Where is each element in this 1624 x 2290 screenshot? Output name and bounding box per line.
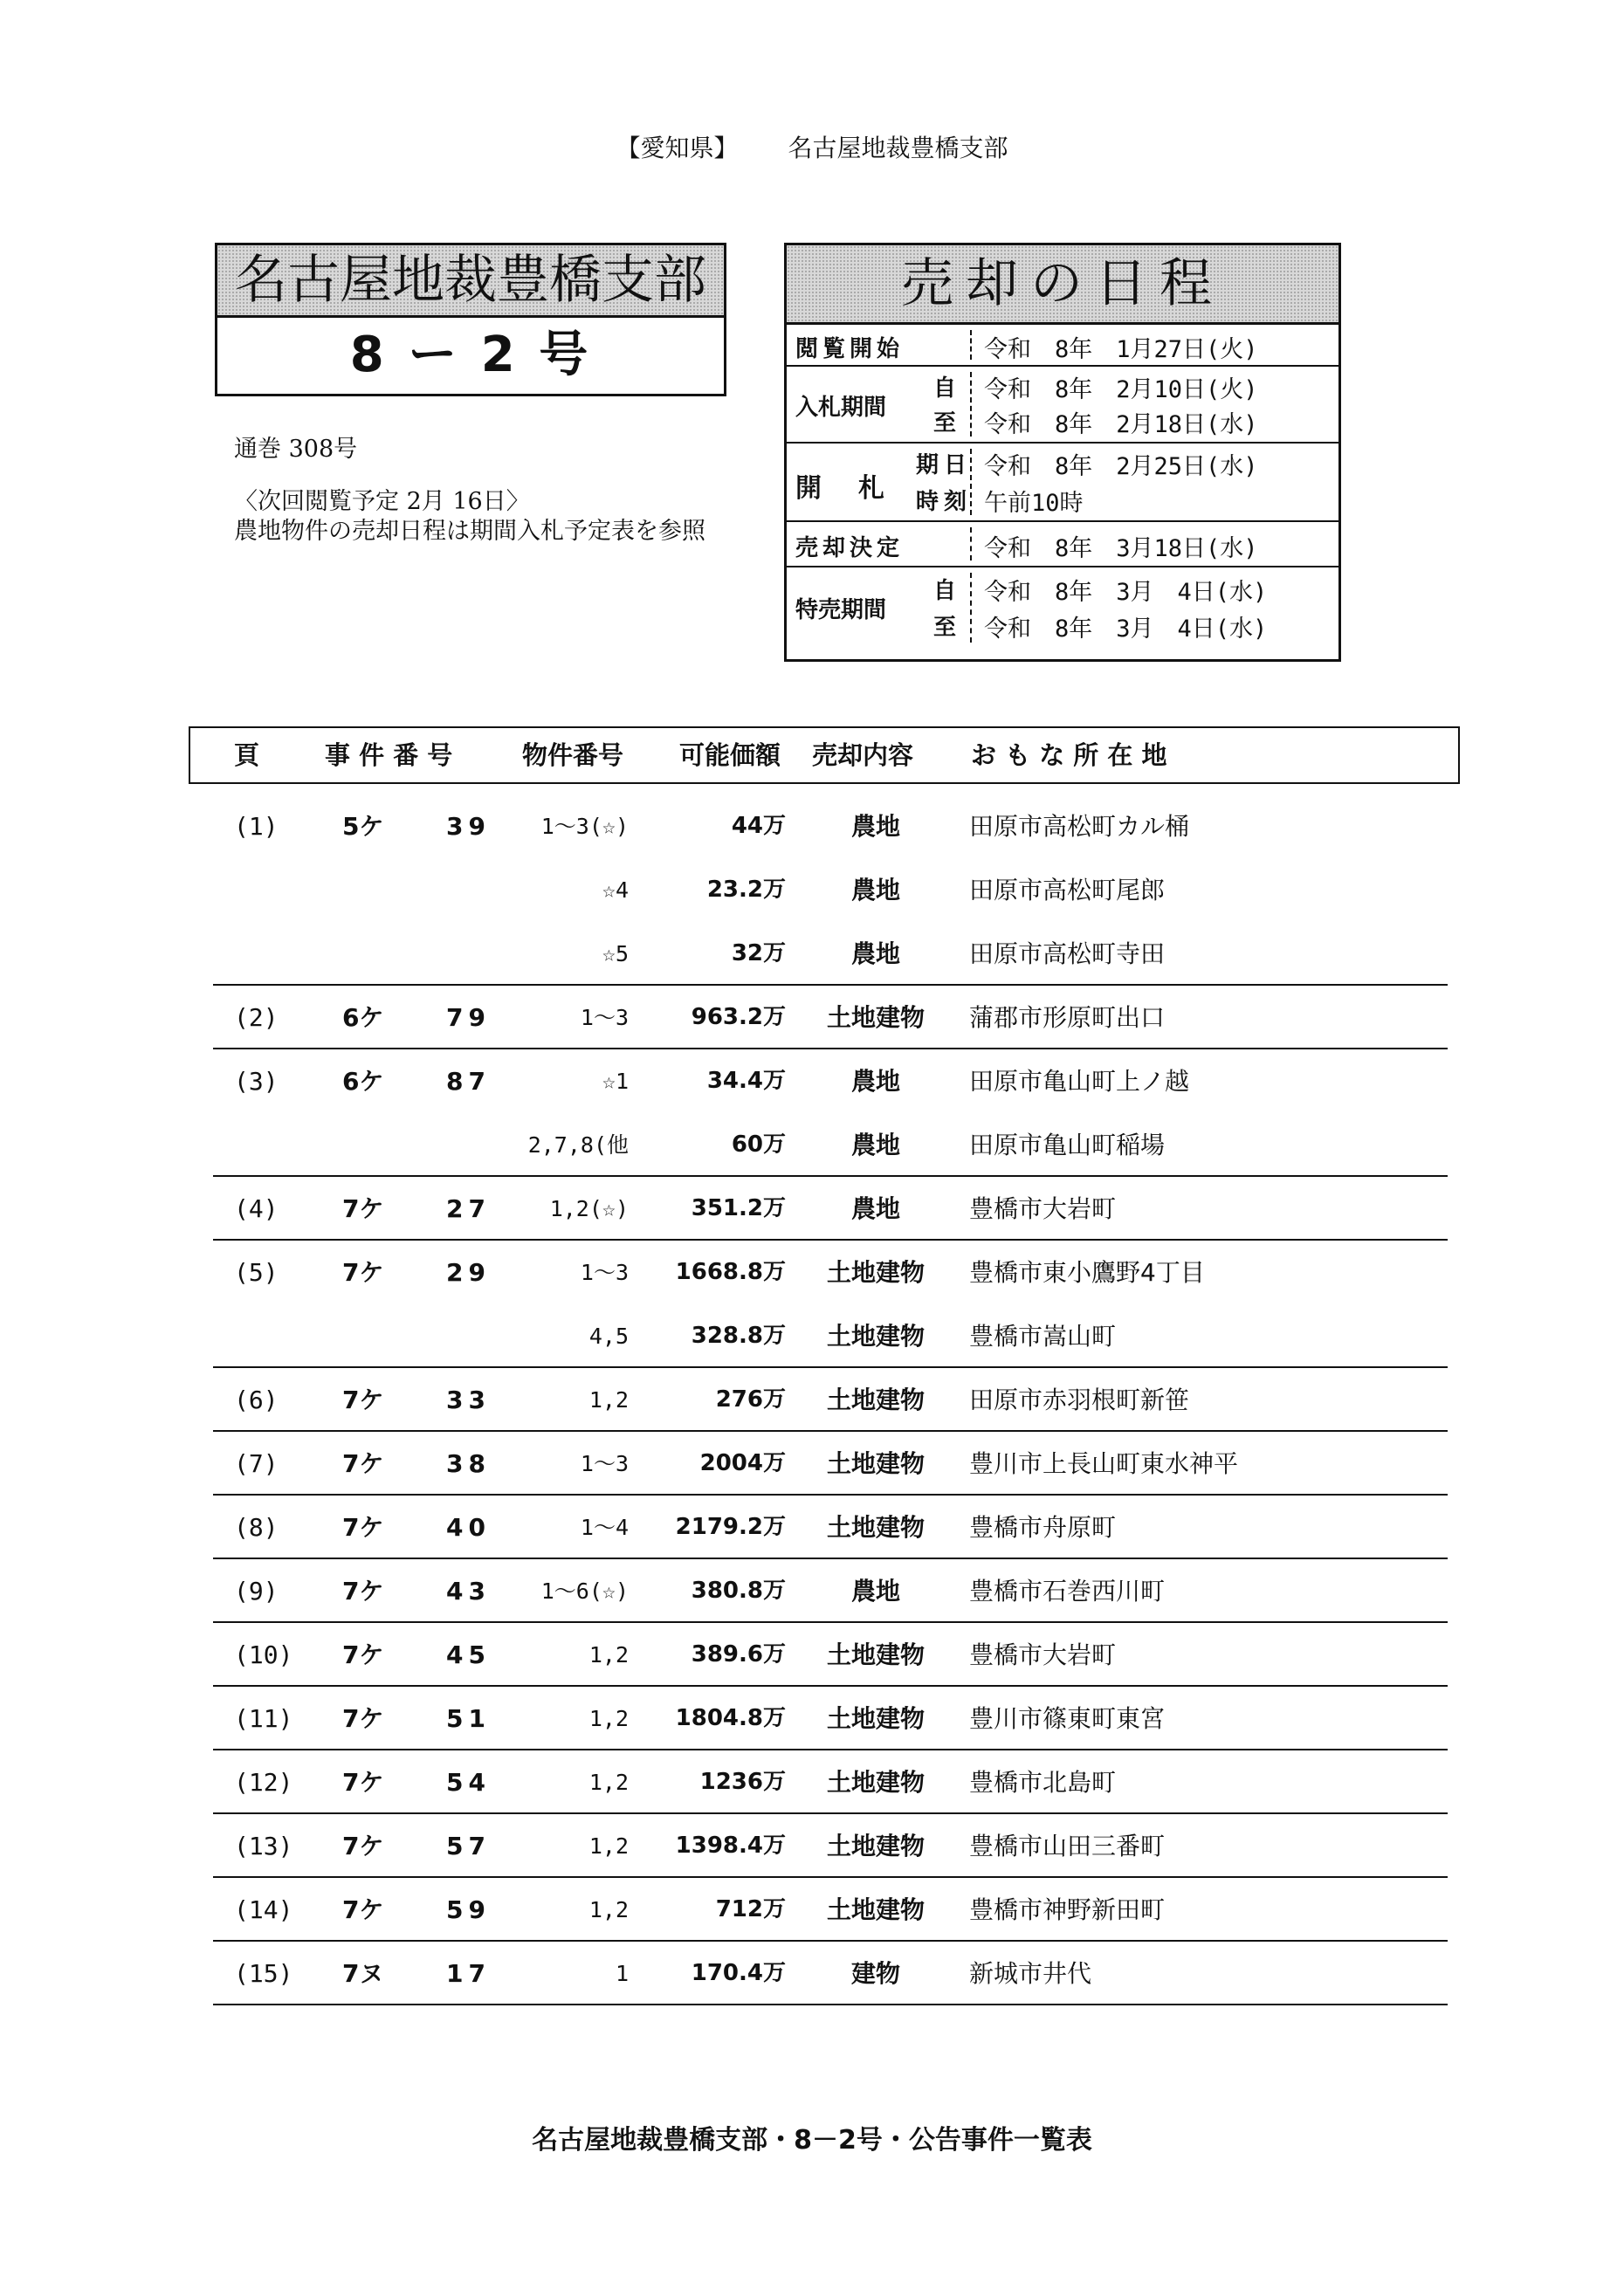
- case-code: 7ケ: [342, 1577, 384, 1606]
- table-row: [0, 1623, 1624, 1687]
- col-location: お も な 所 在 地: [971, 740, 1167, 770]
- item-number: 1～6(☆): [540, 1578, 629, 1604]
- title-issue: 8 ー 2 号: [349, 327, 592, 383]
- schedule-viewing-start: [787, 325, 1338, 367]
- case-page: (10): [234, 1640, 293, 1669]
- case-code: 7ケ: [342, 1449, 384, 1478]
- location: 田原市亀山町上ノ越: [969, 1067, 1190, 1096]
- table-row: [0, 1942, 1624, 2005]
- opening-time-label: 時刻: [916, 489, 973, 515]
- location: 田原市高松町尾郎: [969, 876, 1166, 904]
- case-page: (11): [234, 1704, 293, 1733]
- min-price: 712万: [715, 1896, 786, 1922]
- min-price: 328.8万: [691, 1323, 786, 1349]
- location: 豊川市篠東町東宮: [969, 1704, 1166, 1733]
- case-page: (8): [234, 1513, 279, 1542]
- location: 豊橋市神野新田町: [969, 1895, 1166, 1924]
- decision-value: 令和 8年 3月18日(水): [984, 535, 1258, 562]
- next-viewing: 〈次回閲覧予定 2月 16日〉: [234, 488, 530, 515]
- case-page: (4): [234, 1194, 279, 1223]
- min-price: 23.2万: [706, 877, 786, 903]
- location: 豊橋市石巻西川町: [969, 1577, 1166, 1606]
- item-number: 1,2: [588, 1387, 629, 1413]
- special-to-value: 令和 8年 3月 4日(水): [984, 615, 1268, 643]
- schedule-divider: [970, 372, 972, 437]
- opening-time-value: 午前10時: [984, 490, 1084, 517]
- item-number: 1,2: [588, 1642, 629, 1668]
- col-item: 物件番号: [522, 740, 624, 770]
- case-number: 59: [446, 1895, 491, 1924]
- case-code: 6ケ: [342, 1003, 384, 1032]
- min-price: 60万: [731, 1131, 786, 1158]
- opening-date-value: 令和 8年 2月25日(水): [984, 453, 1258, 480]
- schedule-divider: [970, 573, 972, 643]
- item-number: 4,5: [588, 1324, 629, 1349]
- sale-type: 農地: [850, 1194, 900, 1223]
- sale-type: 土地建物: [826, 1513, 925, 1542]
- sale-type: 土地建物: [826, 1832, 925, 1860]
- table-row: [0, 1687, 1624, 1750]
- case-page: (12): [234, 1768, 293, 1797]
- case-code: 7ケ: [342, 1768, 384, 1797]
- table-row: [0, 1496, 1624, 1559]
- sale-type: 土地建物: [826, 1449, 925, 1478]
- col-page: 頁: [234, 740, 260, 770]
- opening-label: 開 札: [795, 473, 890, 504]
- page-footer: 名古屋地裁豊橋支部・8－2号・公告事件一覧表: [532, 2125, 1092, 2156]
- case-number: 51: [446, 1704, 491, 1733]
- case-number: 79: [446, 1003, 491, 1032]
- opening-date-label: 期日: [916, 452, 973, 478]
- location: 豊橋市嵩山町: [969, 1322, 1117, 1351]
- bid-to-value: 令和 8年 2月18日(水): [984, 411, 1258, 438]
- location: 豊橋市舟原町: [969, 1513, 1117, 1542]
- table-row: [0, 1304, 1624, 1368]
- item-number: 1,2: [588, 1833, 629, 1859]
- location: 豊橋市東小鷹野4丁目: [969, 1258, 1205, 1287]
- case-number: 54: [446, 1768, 491, 1797]
- table-row: [0, 858, 1624, 922]
- min-price: 1398.4万: [675, 1833, 786, 1859]
- min-price: 32万: [731, 940, 786, 966]
- table-row: [0, 986, 1624, 1049]
- sale-type: 土地建物: [826, 1895, 925, 1924]
- case-number: 45: [446, 1640, 491, 1669]
- bid-period-label: 入札期間: [795, 395, 887, 421]
- special-from-value: 令和 8年 3月 4日(水): [984, 579, 1268, 606]
- case-page: (9): [234, 1577, 279, 1606]
- special-to-label: 至: [933, 615, 957, 641]
- case-number: 87: [446, 1067, 491, 1096]
- case-list-header: [189, 726, 1460, 784]
- location: 豊橋市山田三番町: [969, 1832, 1166, 1860]
- table-row: [0, 1241, 1624, 1304]
- col-case: 事 件 番 号: [325, 740, 453, 770]
- case-page: (14): [234, 1895, 293, 1924]
- table-row: [0, 1177, 1624, 1241]
- min-price: 351.2万: [691, 1195, 786, 1221]
- min-price: 34.4万: [706, 1068, 786, 1094]
- case-number: 27: [446, 1194, 491, 1223]
- item-number: 1: [615, 1961, 629, 1986]
- table-row: [0, 1750, 1624, 1814]
- min-price: 389.6万: [691, 1641, 786, 1668]
- sale-type: 土地建物: [826, 1003, 925, 1032]
- case-number: 57: [446, 1832, 491, 1860]
- item-number: 1～3: [580, 1451, 629, 1476]
- schedule-bid-period: [787, 367, 1338, 444]
- case-page: (5): [234, 1258, 279, 1287]
- case-page: (2): [234, 1003, 279, 1032]
- item-number: 1,2(☆): [549, 1196, 629, 1221]
- case-code: 7ヌ: [342, 1959, 384, 1988]
- item-number: ☆5: [602, 941, 629, 966]
- sale-type: 農地: [850, 1067, 900, 1096]
- sale-type: 農地: [850, 812, 900, 841]
- case-number: 38: [446, 1449, 491, 1478]
- sale-type: 建物: [850, 1959, 900, 1988]
- case-number: 33: [446, 1386, 491, 1414]
- special-from-label: 自: [933, 578, 957, 604]
- min-price: 44万: [731, 813, 786, 839]
- case-code: 7ケ: [342, 1258, 384, 1287]
- location: 田原市高松町カル桶: [969, 812, 1190, 841]
- schedule-special-period: [787, 567, 1338, 648]
- case-page: (6): [234, 1386, 279, 1414]
- table-row: [0, 922, 1624, 986]
- item-number: 1～3(☆): [540, 814, 629, 839]
- title-court: 名古屋地裁豊橋支部: [217, 245, 724, 318]
- sale-type: 土地建物: [826, 1386, 925, 1414]
- viewing-start-label: 閲覧開始: [795, 336, 905, 362]
- min-price: 2179.2万: [675, 1514, 786, 1540]
- item-number: 1,2: [588, 1770, 629, 1795]
- item-number: 1,2: [588, 1897, 629, 1922]
- bid-from-label: 自: [933, 375, 957, 402]
- case-page: (1): [234, 812, 279, 841]
- sale-type: 土地建物: [826, 1258, 925, 1287]
- sale-type: 農地: [850, 1131, 900, 1159]
- case-code: 7ケ: [342, 1832, 384, 1860]
- case-page: (3): [234, 1067, 279, 1096]
- table-row: [0, 1432, 1624, 1496]
- item-number: ☆1: [602, 1069, 629, 1094]
- schedule-divider: [970, 330, 972, 360]
- case-code: 7ケ: [342, 1640, 384, 1669]
- bid-from-value: 令和 8年 2月10日(火): [984, 376, 1258, 403]
- case-page: (15): [234, 1959, 293, 1988]
- table-row: [0, 1368, 1624, 1432]
- court-label: 名古屋地裁豊橋支部: [788, 134, 1008, 162]
- table-row: [0, 1049, 1624, 1113]
- location: 田原市赤羽根町新笹: [969, 1386, 1190, 1414]
- location: 蒲郡市形原町出口: [969, 1003, 1166, 1032]
- location: 田原市亀山町稲場: [969, 1131, 1166, 1159]
- decision-label: 売却決定: [795, 535, 905, 561]
- min-price: 1804.8万: [675, 1705, 786, 1731]
- case-code: 6ケ: [342, 1067, 384, 1096]
- sale-type: 土地建物: [826, 1640, 925, 1669]
- min-price: 1668.8万: [675, 1259, 786, 1285]
- sale-type: 土地建物: [826, 1768, 925, 1797]
- page-header: [0, 129, 1624, 164]
- sale-type: 農地: [850, 1577, 900, 1606]
- case-number: 43: [446, 1577, 491, 1606]
- sale-type: 農地: [850, 876, 900, 904]
- schedule-decision: [787, 522, 1338, 567]
- min-price: 380.8万: [691, 1578, 786, 1604]
- case-number: 29: [446, 1258, 491, 1287]
- item-number: ☆4: [602, 877, 629, 903]
- location: 豊橋市大岩町: [969, 1194, 1117, 1223]
- case-number: 17: [446, 1959, 491, 1988]
- item-number: 2,7,8(他: [527, 1132, 629, 1158]
- case-page: (7): [234, 1449, 279, 1478]
- special-period-label: 特売期間: [795, 597, 887, 623]
- location: 豊橋市大岩町: [969, 1640, 1117, 1669]
- prefecture-label: 【愛知県】: [616, 134, 739, 162]
- col-type: 売却内容: [812, 740, 914, 770]
- sale-schedule: [784, 243, 1341, 662]
- table-row: [0, 1814, 1624, 1878]
- table-row: [0, 1878, 1624, 1942]
- location: 田原市高松町寺田: [969, 939, 1166, 968]
- case-code: 7ケ: [342, 1194, 384, 1223]
- sale-type: 土地建物: [826, 1704, 925, 1733]
- col-price: 可能価額: [679, 740, 781, 770]
- case-code: 7ケ: [342, 1513, 384, 1542]
- farmland-note: 農地物件の売却日程は期間入札予定表を参照: [234, 518, 705, 545]
- schedule-title: 売却の日程: [787, 245, 1338, 325]
- row-divider: [213, 2004, 1448, 2005]
- table-row: [0, 1559, 1624, 1623]
- item-number: 1～4: [580, 1515, 629, 1540]
- location: 新城市井代: [969, 1959, 1092, 1988]
- min-price: 1236万: [699, 1769, 786, 1795]
- min-price: 2004万: [699, 1450, 786, 1476]
- bid-to-label: 至: [933, 410, 957, 437]
- schedule-opening: [787, 444, 1338, 522]
- schedule-divider: [970, 527, 972, 560]
- case-code: 7ケ: [342, 1704, 384, 1733]
- min-price: 276万: [715, 1386, 786, 1413]
- item-number: 1,2: [588, 1706, 629, 1731]
- case-code: 7ケ: [342, 1386, 384, 1414]
- item-number: 1～3: [580, 1260, 629, 1285]
- case-number: 40: [446, 1513, 491, 1542]
- min-price: 170.4万: [691, 1960, 786, 1986]
- location: 豊川市上長山町東水神平: [969, 1449, 1239, 1478]
- item-number: 1～3: [580, 1005, 629, 1030]
- schedule-divider: [970, 449, 972, 515]
- table-row: [0, 1113, 1624, 1177]
- case-code: 7ケ: [342, 1895, 384, 1924]
- case-code: 5ケ: [342, 812, 384, 841]
- volume-number: 通巻 308号: [234, 436, 358, 463]
- viewing-start-value: 令和 8年 1月27日(火): [984, 336, 1258, 363]
- case-page: (13): [234, 1832, 293, 1860]
- sale-type: 農地: [850, 939, 900, 968]
- table-row: [0, 794, 1624, 858]
- min-price: 963.2万: [691, 1004, 786, 1030]
- sale-type: 土地建物: [826, 1322, 925, 1351]
- case-number: 39: [446, 812, 491, 841]
- title-box: [215, 243, 726, 396]
- location: 豊橋市北島町: [969, 1768, 1117, 1797]
